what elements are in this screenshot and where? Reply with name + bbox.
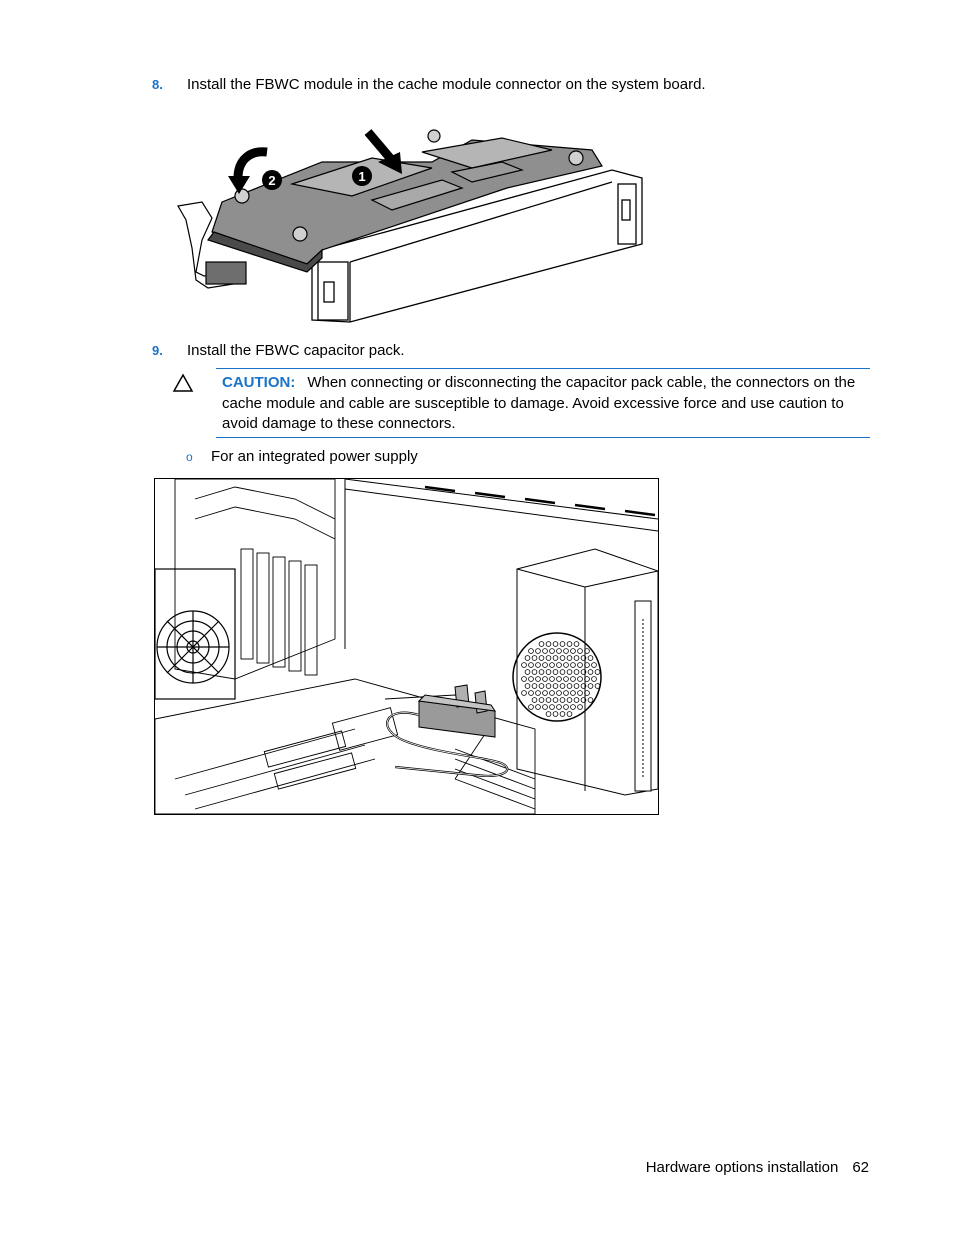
callout-2: 2 xyxy=(268,173,276,188)
step-number: 9. xyxy=(152,343,163,358)
callout-1: 1 xyxy=(358,169,366,184)
fbwc-module-illustration xyxy=(172,122,648,324)
caution-label: CAUTION: xyxy=(222,374,296,391)
step-text: Install the FBWC module in the cache module connector on the system board. xyxy=(187,76,706,93)
caution-box xyxy=(216,368,870,438)
caution-icon xyxy=(172,373,194,393)
step-text: Install the FBWC capacitor pack. xyxy=(187,342,405,359)
footer-section: Hardware options installation xyxy=(645,1159,839,1176)
step-number: 8. xyxy=(152,77,163,92)
caution-text xyxy=(222,373,868,435)
bullet-text: For an integrated power supply xyxy=(211,448,418,465)
caution-body: When connecting or disconnecting the capacitor pack cable, the connectors on the cache module and cable are susceptible to damage. Avoid excessive force and use caution to avoid damage to these connectors. xyxy=(222,374,856,432)
page-number: 62 xyxy=(852,1159,869,1176)
server-chassis-illustration xyxy=(154,478,659,815)
page-footer xyxy=(646,1158,869,1178)
bullet-marker: o xyxy=(186,450,193,464)
